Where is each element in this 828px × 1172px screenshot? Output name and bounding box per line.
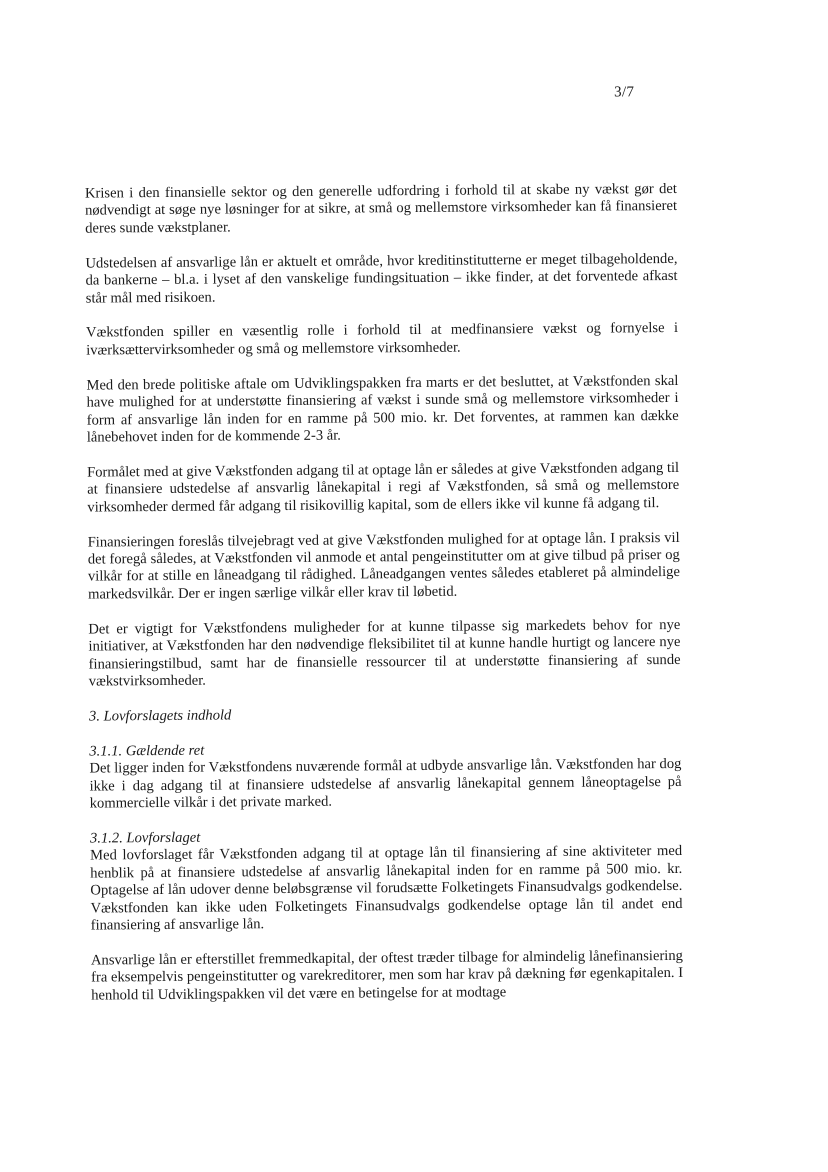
paragraph: Ansvarlige lån er efterstillet fremmedkapital, der oftest træder tilbage for almindelig lånefinansiering fra eksempelvis pengeinstitutter og varekreditorer, men som har krav på dækning før egenkapitalen. I henhold til Udviklingspakken vil det være en betingelse for at modtage — [90, 947, 684, 1004]
paragraph: Med den brede politiske aftale om Udviklingspakken fra marts er det besluttet, at Vækstfonden skal have mulighed for at understøtte finansiering af vækst i sunde små og mellemstore virksomheder i form af ansvarlige lån inden for en ramme på 500 mio. kr. Det forventes, at rammen kan dække lånebehovet inden for de kommende 2-3 år. — [86, 372, 679, 446]
paragraph: Udstedelsen af ansvarlige lån er aktuelt et område, hvor kreditinstitutterne er meget tilbageholdende, da bankerne – bl.a. i lyset af den vanskelige fundingsituation – ikke finder, at det forventede afkast står mål med risikoen. — [85, 250, 678, 307]
page-number: 3/7 — [614, 84, 635, 101]
paragraph: Krisen i den finansielle sektor og den generelle udfordring i forhold til at skabe ny vækst gør det nødvendigt at søge nye løsninger for at sikre, at små og mellemstore virksomheder kan få finansieret deres sunde vækstplaner. — [84, 180, 678, 237]
subsection-heading: 3.1.2. Lovforslaget — [89, 829, 201, 847]
document-body — [85, 181, 684, 1022]
paragraph: Finansieringen foreslås tilvejebragt ved at give Vækstfonden mulighed for at optage lån. I praksis vil det foregå således, at Vækstfonden vil anmode et antal pengeinstitutter om at give tilbud på priser og vilkår for at stille en låneadgang til rådighed. Låneadgangen ventes således etableret på almindelige markedsvilkår. Der er ingen særlige vilkår eller krav til løbetid. — [87, 529, 680, 603]
paragraph: Det ligger inden for Vækstfondens nuværende formål at udbyde ansvarlige lån. Vækstfonden har dog ikke i dag adgang til at finansiere udstedelse af ansvarlig lånekapital gennem låneoptagelse på kommercielle vilkår i det private marked. — [89, 756, 682, 812]
paragraph: Vækstfonden spiller en væsentlig rolle i forhold til at medfinansiere vækst og fornyelse i iværksættervirksomheder og små og mellemstore virksomheder. — [85, 320, 679, 359]
section-heading: 3. Lovforslagets indhold — [88, 707, 232, 725]
subsection-heading: 3.1.1. Gældende ret — [89, 742, 205, 760]
paragraph: Med lovforslaget får Vækstfonden adgang til at optage lån til finansiering af sine aktiviteter med henblik på at finansiere udstedelse af ansvarlig lånekapital inden for en ramme på 500 mio. kr. Optagelse af lån udover denne beløbsgrænse vil forudsætte Folketingets Finansudvalgs godkendelse. Vækstfonden kan ikke uden Folketingets Finansudvalgs godkendelse optage lån til andet end finansiering af ansvarlige lån. — [90, 843, 683, 934]
paragraph: Formålet med at give Vækstfonden adgang til at optage lån er således at give Vækstfonden adgang til at finansiere udstedelse af ansvarlig lånekapital i regi af Vækstfonden, så små og mellemstore virksomheder dermed får adgang til risikovillig kapital, som de ellers ikke vil kunne få adgang til. — [87, 459, 680, 516]
paragraph: Det er vigtigt for Vækstfondens muligheder for at kunne tilpasse sig markedets behov for nye initiativer, at Vækstfonden har den nødvendige fleksibilitet til at kunne handle hurtigt og lancere nye finansieringstilbud, samt har de finansielle ressourcer til at understøtte finansiering af sunde vækstvirksomheder. — [88, 616, 681, 690]
